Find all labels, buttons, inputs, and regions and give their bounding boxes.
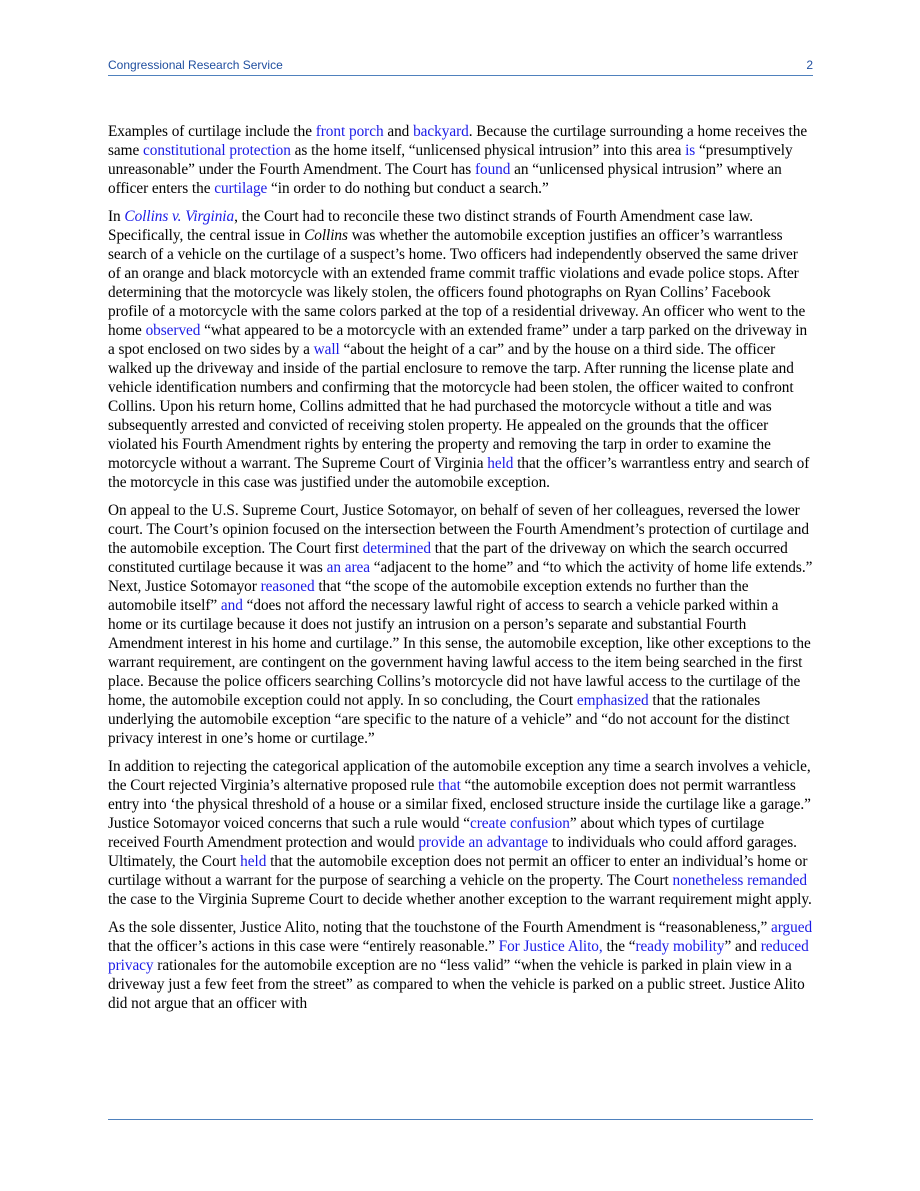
link-wall[interactable]: wall [313, 341, 340, 358]
link-create-confusion[interactable]: create confusion [470, 815, 570, 832]
link-constitutional-protection[interactable]: constitutional protection [143, 142, 291, 159]
link-and[interactable]: and [220, 597, 243, 614]
paragraph-curtilage-examples: Examples of curtilage include the front porch and backyard. Because the curtilage surrounding a home receives the same constitutional protection as the home itself, “unlicensed physical intrusion” into this area is “presumptively unreasonable” under the Fourth Amendment. The Court has found an “unlicensed physical intrusion” where an officer enters the curtilage “in order to do nothing but conduct a search.” [108, 123, 808, 197]
link-backyard[interactable]: backyard [413, 123, 469, 140]
link-argued[interactable]: argued [771, 919, 813, 936]
link-for-justice-alito[interactable]: For Justice Alito, [498, 938, 603, 955]
paragraph-alternative-rule: In addition to rejecting the categorical application of the automobile exception any time a search involves a vehicle, the Court rejected Virginia’s alternative proposed rule that “the automobile exception does not permit warrantless entry into ‘the physical threshold of a house or a similar fixed, enclosed structure inside the curtilage like a garage.” Justice Sotomayor voiced concerns that such a rule would “create confusion” about which types of curtilage received Fourth Amendment protection and would provide an advantage to individuals who could afford garages. Ultimately, the Court held that the automobile exception does not permit an officer to enter an individual’s home or curtilage without a warrant for the purpose of searching a vehicle on the property. The Court nonetheless remanded the case to the Virginia Supreme Court to decide whether another exception to the warrant requirement might apply. [108, 758, 812, 908]
link-nonetheless-remanded[interactable]: nonetheless remanded [672, 872, 807, 889]
header-org: Congressional Research Service [108, 58, 283, 72]
paragraph-dissent: As the sole dissenter, Justice Alito, noting that the touchstone of the Fourth Amendment is “reasonableness,” argued that the officer’s actions in this case were “entirely reasonable.” For Justice Alito, the “ready mobility” and reduced privacy rationales for the automobile exception are no “less valid” “when the vehicle is parked in plain view in a driveway just a few feet from the street” as compared to when the vehicle is parked on a public street. Justice Alito did not argue that an officer with [108, 919, 813, 1012]
link-reasoned[interactable]: reasoned [260, 578, 315, 595]
document-body [108, 122, 813, 1022]
link-provide-an-advantage[interactable]: provide an advantage [418, 834, 549, 851]
link-emphasized[interactable]: emphasized [576, 692, 649, 709]
link-front-porch[interactable]: front porch [315, 123, 384, 140]
link-collins-v-virginia[interactable]: Collins v. Virginia [124, 208, 235, 225]
case-name-collins: Collins [304, 227, 348, 244]
link-ready-mobility[interactable]: ready mobility [635, 938, 725, 955]
link-observed[interactable]: observed [145, 322, 201, 339]
page-header [108, 58, 813, 76]
footer-divider [108, 1119, 813, 1120]
page-number: 2 [806, 58, 813, 72]
link-that[interactable]: that [438, 777, 461, 794]
paragraph-supreme-court-opinion: On appeal to the U.S. Supreme Court, Justice Sotomayor, on behalf of seven of her colleagues, reversed the lower court. The Court’s opinion focused on the intersection between the Fourth Amendment’s protection of curtilage and the automobile exception. The Court first determined that the part of the driveway on which the search occurred constituted curtilage because it was an area “adjacent to the home” and “to which the activity of home life extends.” Next, Justice Sotomayor reasoned that “the scope of the automobile exception extends no further than the automobile itself” and “does not afford the necessary lawful right of access to search a vehicle parked within a home or its curtilage because it does not justify an intrusion on a person’s separate and substantial Fourth Amendment interest in his home and curtilage.” In this sense, the automobile exception, like other exceptions to the warrant requirement, are contingent on the government having lawful access to the item being searched in the first place. Because the police officers searching Collins’s motorcycle did not have lawful access to the curtilage of the home, the automobile exception could not apply. In so concluding, the Court emphasized that the rationales underlying the automobile exception “are specific to the nature of a vehicle” and “do not account for the distinct privacy interest in one’s home or curtilage.” [108, 502, 813, 747]
link-found[interactable]: found [474, 161, 511, 178]
link-held-ultimately[interactable]: held [240, 853, 267, 870]
link-curtilage[interactable]: curtilage [214, 180, 268, 197]
link-held-virginia[interactable]: held [487, 455, 514, 472]
link-is[interactable]: is [685, 142, 696, 159]
paragraph-collins-facts: In Collins v. Virginia, the Court had to reconcile these two distinct strands of Fourth Amendment case law. Specifically, the central issue in Collins was whether the automobile exception justifies an officer’s warrantless search of a vehicle on the curtilage of a suspect’s home. Two officers had independently observed the same driver of an orange and black motorcycle with an extended frame commit traffic violations and evade police stops. After determining that the motorcycle was likely stolen, the officers found photographs on Ryan Collins’ Facebook profile of a motorcycle with the same colors parked at the top of a residential driveway. An officer who went to the home observed “what appeared to be a motorcycle with an extended frame” under a tarp parked on the driveway in a spot enclosed on two sides by a wall “about the height of a car” and by the house on a third side. The officer walked up the driveway and inside of the partial enclosure to remove the tarp. After running the license plate and vehicle identification numbers and confirming that the motorcycle had been stolen, the officer waited to confront Collins. Upon his return home, Collins admitted that he had purchased the motorcycle without a title and was subsequently arrested and convicted of receiving stolen property. He appealed on the grounds that the officer violated his Fourth Amendment rights by entering the property and removing the tarp in order to examine the motorcycle without a warrant. The Supreme Court of Virginia held that the officer’s warrantless entry and search of the motorcycle in this case was justified under the automobile exception. [108, 208, 810, 491]
link-an-area[interactable]: an area [326, 559, 370, 576]
link-determined[interactable]: determined [362, 540, 431, 557]
link-reduced-privacy[interactable]: reduced privacy [108, 938, 809, 974]
